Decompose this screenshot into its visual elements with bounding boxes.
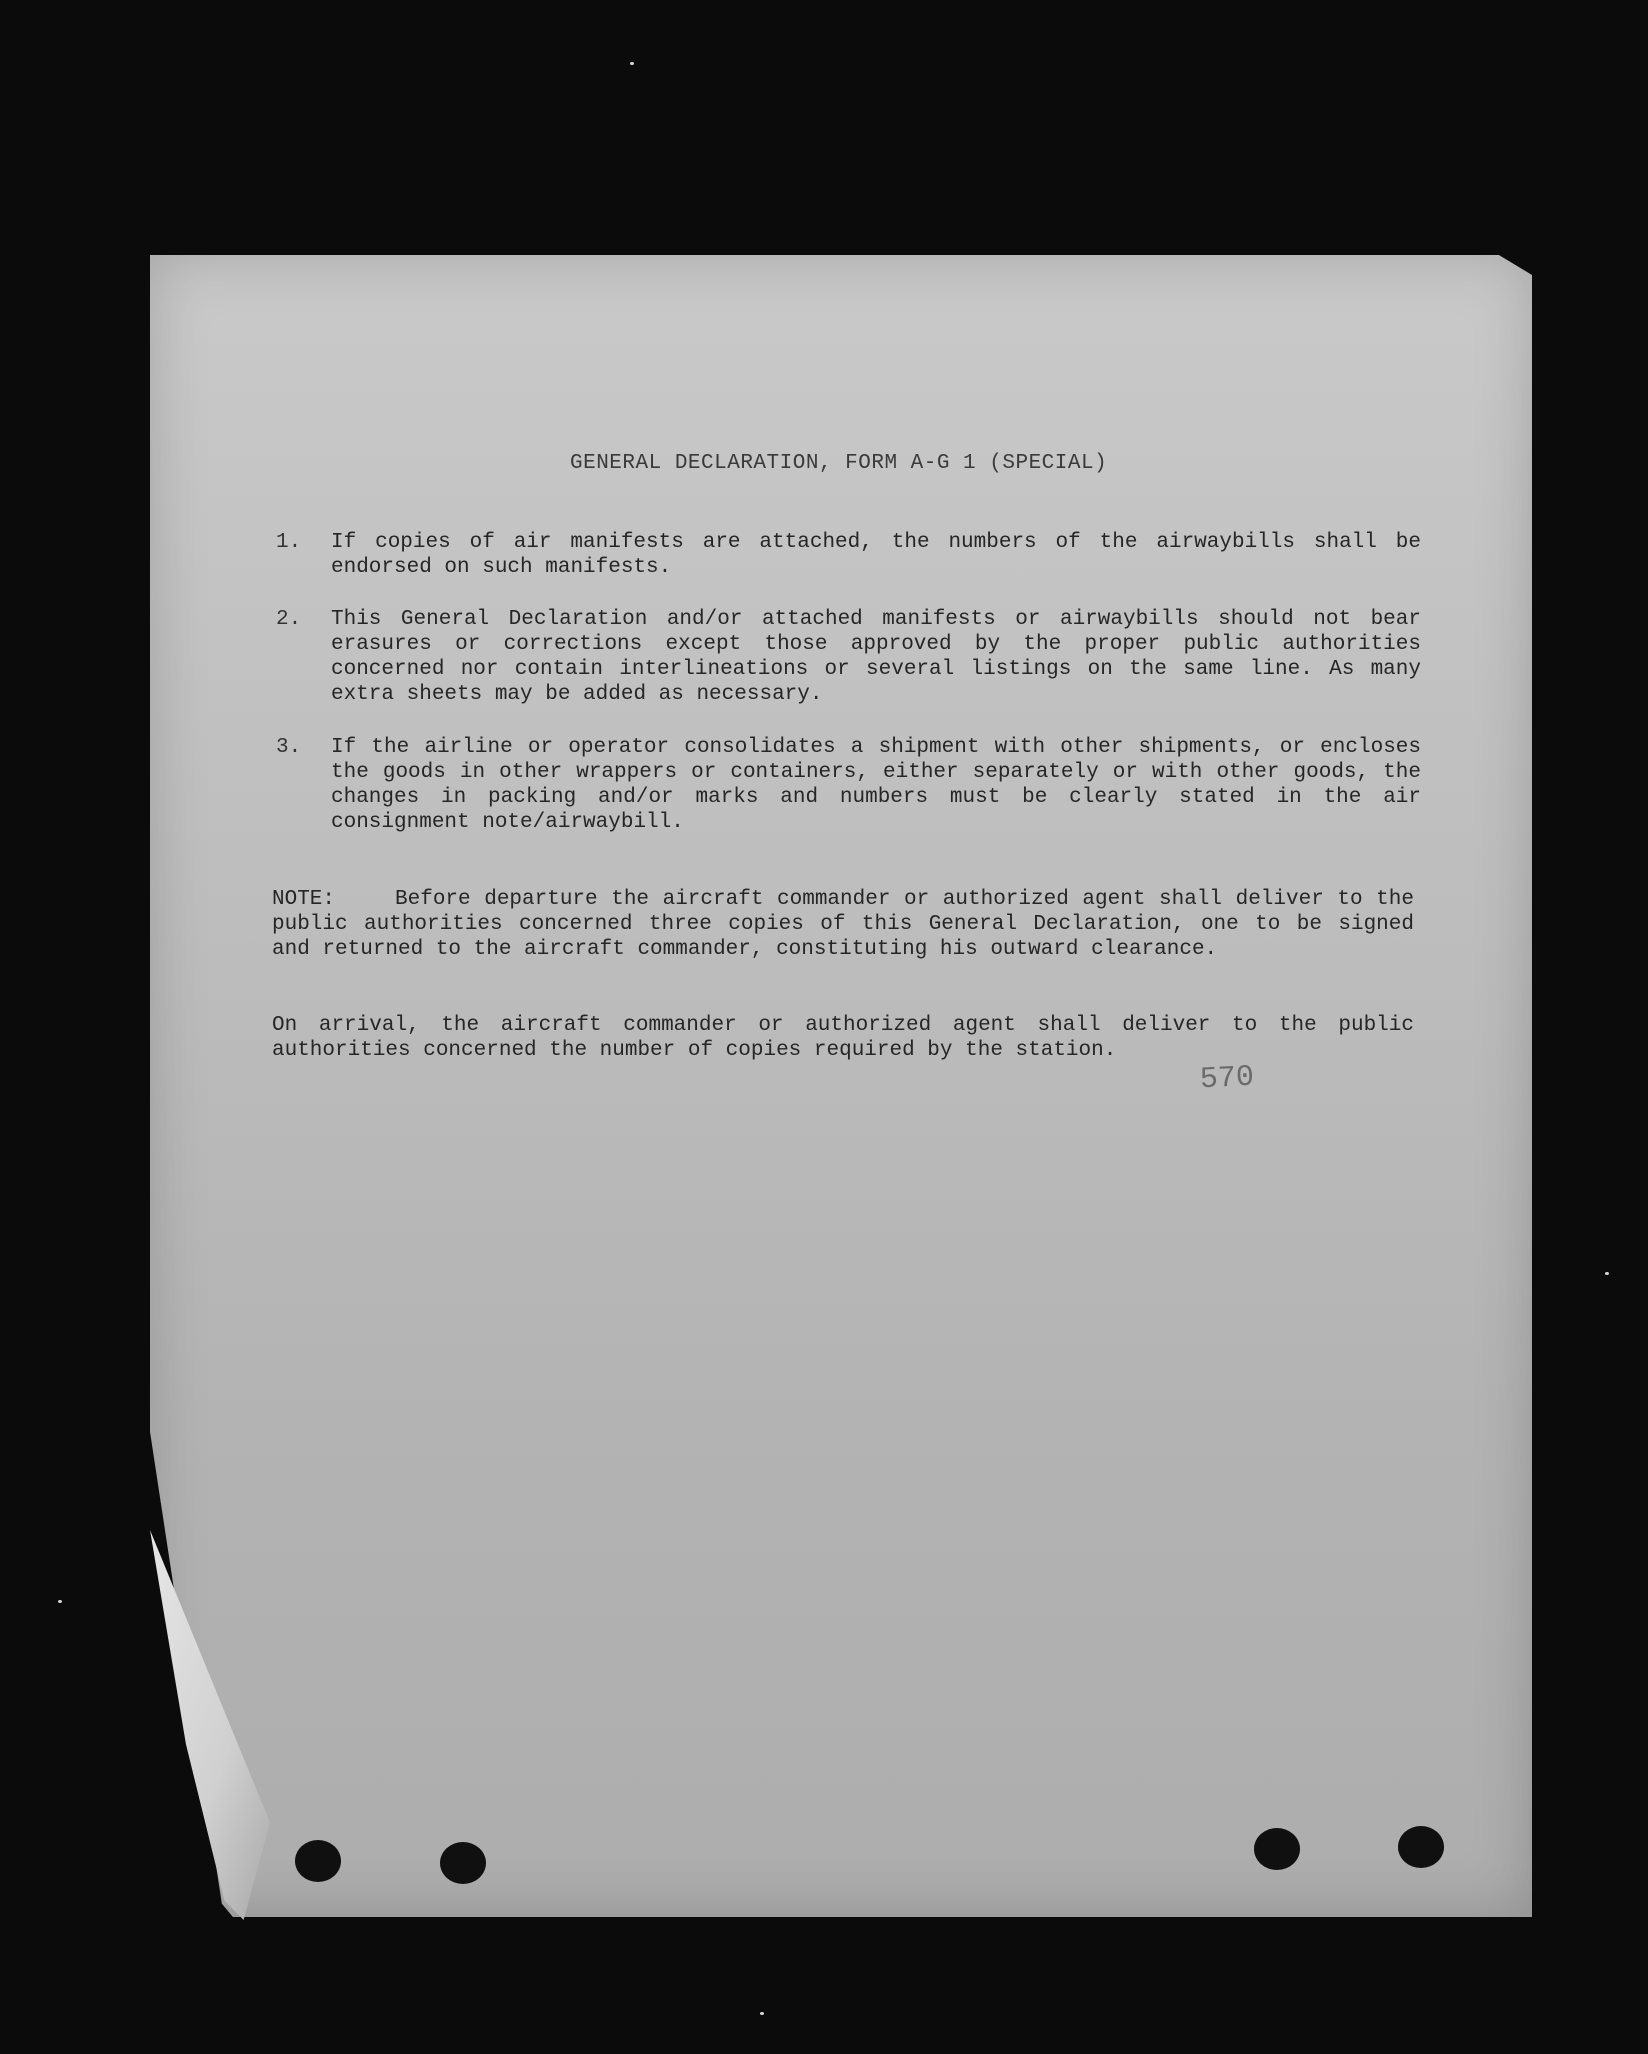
punch-hole <box>1254 1828 1300 1870</box>
dust-speck <box>760 2012 764 2015</box>
item-number: 1. <box>276 531 302 554</box>
item-text: If copies of air manifests are attached, the numbers of the airwaybills shall be endorsed on such manifests. <box>331 531 1421 579</box>
note-label: NOTE: <box>272 888 336 911</box>
dust-speck <box>58 1600 62 1603</box>
item-text: This General Declaration and/or attached manifests or airwaybills should not bear erasures or corrections except those approved by the proper public authorities concerned nor contain interlineations or several listings on the same line. As many extra sheets may be added as necessary. <box>331 608 1421 706</box>
note-paragraph <box>272 887 1414 962</box>
punch-hole <box>1398 1826 1444 1868</box>
item-text: If the airline or operator consolidates a shipment with other shipments, or encloses the goods in other wrappers or containers, either separately or with other goods, the changes in packing and/or marks and numbers must be clearly stated in the air consignment note/airwaybill. <box>331 736 1421 834</box>
arrival-paragraph: On arrival, the aircraft commander or authorized agent shall deliver to the public authorities concerned the number of copies required by the station. <box>272 1014 1414 1062</box>
item-number: 2. <box>276 608 302 631</box>
punch-hole <box>295 1840 341 1882</box>
dust-speck <box>630 62 634 65</box>
item-number: 3. <box>276 736 302 759</box>
document-title: GENERAL DECLARATION, FORM A-G 1 (SPECIAL) <box>570 452 1108 475</box>
handwritten-mark: 570 <box>1199 1060 1255 1098</box>
dust-speck <box>1605 1272 1609 1275</box>
document-page <box>150 255 1532 1917</box>
punch-hole <box>440 1842 486 1884</box>
note-text: Before departure the aircraft commander or authorized agent shall deliver to the public authorities concerned three copies of this General Declaration, one to be signed and returned to the aircraft commander, constituting his outward clearance. <box>272 888 1414 961</box>
